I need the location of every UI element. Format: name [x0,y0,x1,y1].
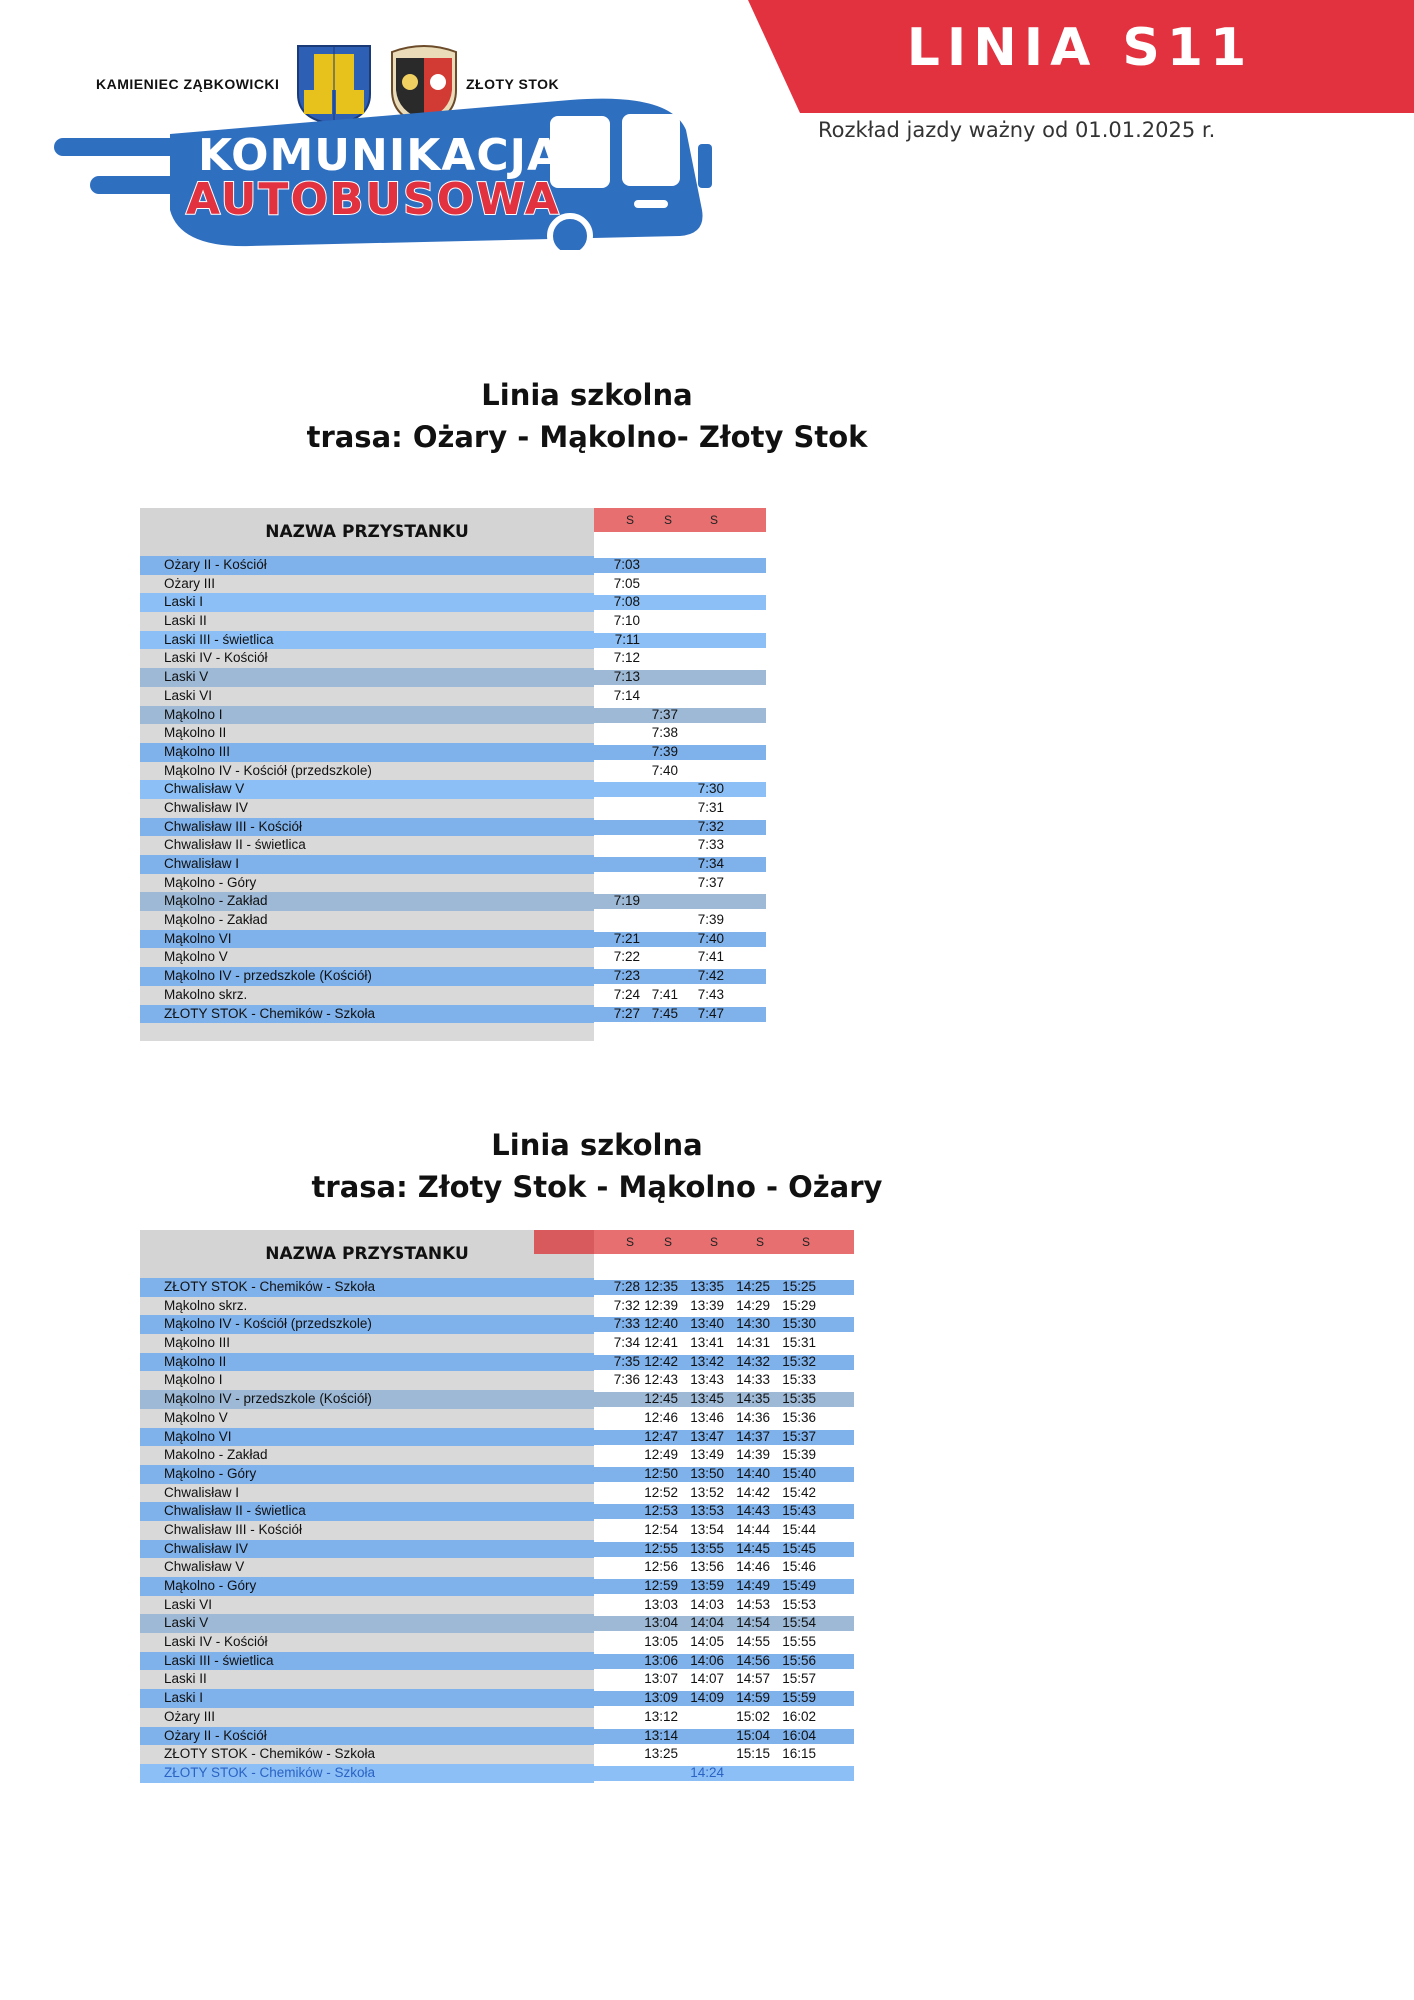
departure-time: 7:37 [651,706,678,722]
departure-time: 13:56 [690,1559,724,1575]
departure-time: 15:40 [782,1465,816,1481]
stop-name-cell [140,892,594,911]
departure-time: 13:12 [644,1708,678,1724]
stop-name: Laski III - świetlica [164,1652,274,1668]
departure-time: 13:41 [690,1335,724,1351]
departure-time: 7:38 [651,725,678,741]
stop-name-cell [140,1614,594,1633]
departure-time: 12:40 [644,1316,678,1332]
departure-time: 7:43 [697,986,724,1002]
departure-time: 15:29 [782,1297,816,1313]
departure-time: 15:45 [782,1540,816,1556]
stop-name-column-header: NAZWA PRZYSTANKU [140,508,594,556]
departure-time: 7:22 [613,949,640,965]
departure-time: 14:49 [736,1578,770,1593]
departure-time: 7:14 [613,687,640,703]
departure-time: 7:32 [613,1297,640,1313]
departure-time: 13:35 [690,1279,724,1294]
departure-time: 14:24 [690,1764,724,1780]
stop-name: Laski III - świetlica [164,631,274,647]
departure-time: 13:45 [690,1391,724,1407]
stop-name: Mąkolno - Zakład [164,893,268,909]
stop-name-cell [140,724,594,743]
municipality-left: KAMIENIEC ZĄBKOWICKI [96,76,280,92]
table1-heading [0,374,1294,458]
departure-time: 13:04 [644,1615,678,1631]
departure-time: 7:35 [613,1353,640,1369]
departure-time: 7:42 [697,968,724,984]
stop-name-cell [140,986,594,1005]
departure-time: 12:46 [644,1409,678,1425]
departure-time: 7:34 [697,856,724,871]
stop-name-cell [140,1484,594,1503]
departure-time: 14:35 [736,1391,770,1407]
departure-time: 7:28 [613,1279,640,1294]
stop-name-cell [140,1577,594,1596]
stop-name: Chwalisław V [164,781,245,797]
departure-time: 7:40 [697,930,724,946]
departure-time: 13:55 [690,1540,724,1556]
stop-name-cell [140,911,594,930]
stop-name: Mąkolno V [164,1409,228,1425]
departure-time: 7:39 [697,912,724,928]
stop-name-cell [140,1540,594,1559]
departure-time: 7:19 [613,893,640,909]
departure-time: 14:56 [736,1652,770,1668]
departure-time: 14:07 [690,1671,724,1687]
table1-heading-line2: trasa: Ożary - Mąkolno- Złoty Stok [306,420,868,454]
departure-time: 7:11 [614,631,640,647]
stop-name: Laski II [164,1671,207,1687]
departure-time: 15:49 [782,1578,816,1593]
stop-name: Chwalisław V [164,1559,245,1575]
stop-name: Mąkolno - Zakład [164,912,268,928]
departure-time: 14:36 [736,1409,770,1425]
stop-name: Mąkolno IV - przedszkole (Kościół) [164,968,372,984]
departure-time: 13:43 [690,1372,724,1388]
departure-time: 14:44 [736,1521,770,1537]
departure-time: 14:53 [736,1596,770,1612]
stop-name: Mąkolno - Góry [164,1578,257,1593]
departure-time: 15:32 [782,1353,816,1369]
course-code: S [625,513,634,527]
departure-time: 7:33 [613,1316,640,1332]
stop-name: Mąkolno II [164,1353,227,1369]
departure-time: 14:37 [736,1428,770,1444]
table2-heading-line2: trasa: Złoty Stok - Mąkolno - Ożary [311,1170,883,1204]
stop-name: Chwalisław III - Kościół [164,1521,303,1537]
line-number-title: LINIA S11 [906,18,1254,78]
stop-name: ZŁOTY STOK - Chemików - Szkoła [164,1279,376,1294]
stop-name: Laski I [164,1690,204,1706]
logo-text-autobusowa: AUTOBUSOWA [186,174,561,225]
table2-heading [0,1124,1304,1208]
departure-time: 7:34 [613,1335,640,1351]
departure-time: 7:39 [651,743,678,759]
stop-name: Mąkolno IV - Kościół (przedszkole) [164,762,372,778]
stop-name-column-header: NAZWA PRZYSTANKU [140,1230,594,1278]
stop-name-cell [140,836,594,855]
stop-name-cell [140,1521,594,1540]
stop-name: Laski I [164,594,204,610]
stop-name: Ożary III [164,575,216,591]
departure-time: 12:50 [644,1465,678,1481]
departure-time: 12:35 [644,1279,678,1294]
stop-name: Mąkolno IV - przedszkole (Kościół) [164,1391,372,1407]
departure-time: 13:39 [690,1297,724,1313]
stop-name-cell [140,1005,594,1024]
stop-name: Laski V [164,669,209,685]
stop-name: Chwalisław III - Kościół [164,818,303,834]
departure-time: 13:14 [644,1727,678,1743]
stop-name: Mąkolno IV - Kościół (przedszkole) [164,1316,372,1332]
departure-time: 15:04 [736,1727,770,1743]
stop-name-cell [140,1409,594,1428]
departure-time: 12:59 [644,1578,678,1593]
stop-name: Laski VI [164,687,213,703]
departure-time: 7:05 [613,575,640,591]
departure-time: 13:40 [690,1316,724,1332]
departure-time: 14:45 [736,1540,770,1556]
departure-time: 15:56 [782,1652,816,1668]
departure-time: 12:56 [644,1559,678,1575]
departure-time: 13:05 [644,1634,678,1650]
departure-time: 16:02 [782,1708,816,1724]
departure-time: 14:31 [736,1335,770,1351]
stop-name-cell [140,556,594,575]
stop-name-cell [140,706,594,725]
municipality-right: ZŁOTY STOK [466,76,560,92]
departure-time: 12:49 [644,1447,678,1463]
stop-name-cell [140,1446,594,1465]
stop-name: Chwalisław II - świetlica [164,1503,306,1519]
stop-name-cell [140,1297,594,1316]
stop-name-cell [140,1428,594,1447]
departure-time: 15:57 [782,1671,816,1687]
departure-time: 7:24 [613,986,640,1002]
stop-name: Laski IV - Kościół [164,1634,268,1650]
stop-name-cell [140,1708,594,1727]
departure-time: 14:54 [736,1615,770,1631]
stop-name-cell [140,780,594,799]
stop-name: ZŁOTY STOK - Chemików - Szkoła [164,1005,376,1021]
departure-time: 15:30 [782,1316,816,1332]
course-code: S [663,1235,672,1249]
departure-time: 7:33 [697,837,724,853]
stop-name: Chwalisław IV [164,799,249,815]
stop-name-cell [140,818,594,837]
departure-time: 13:09 [644,1690,678,1706]
stop-name: Laski V [164,1615,209,1631]
stop-name-cell [140,874,594,893]
stop-name: Makolno - Zakład [164,1447,268,1463]
stop-name: Mąkolno skrz. [164,1297,248,1313]
stop-name-cell [140,1371,594,1390]
departure-time: 12:47 [644,1428,678,1444]
stop-name-cell [140,575,594,594]
departure-time: 7:08 [613,594,640,610]
departure-time: 12:39 [644,1297,678,1313]
stop-name-cell [140,1558,594,1577]
departure-time: 7:32 [697,818,724,834]
stop-name-cell [140,855,594,874]
departure-time: 14:04 [690,1615,724,1631]
departure-time: 7:31 [697,799,724,815]
departure-time: 13:50 [690,1465,724,1481]
stop-name-cell [140,930,594,949]
stop-name: Mąkolno I [164,706,223,722]
departure-time: 13:46 [690,1409,724,1425]
stop-name: ZŁOTY STOK - Chemików - Szkoła [164,1764,376,1780]
departure-time: 12:41 [644,1335,678,1351]
departure-time: 14:40 [736,1465,770,1481]
departure-time: 7:41 [697,949,724,965]
course-code: S [755,1235,764,1249]
departure-time: 14:32 [736,1353,770,1369]
departure-time: 14:33 [736,1372,770,1388]
departure-time: 7:41 [651,986,678,1002]
departure-time: 15:15 [736,1746,770,1762]
stop-name: Ożary III [164,1708,216,1724]
departure-time: 14:09 [690,1690,724,1706]
stop-name: Mąkolno III [164,743,231,759]
departure-time: 12:42 [644,1353,678,1369]
stop-name-cell [140,1727,594,1746]
departure-time: 15:37 [782,1428,816,1444]
stop-name: Chwalisław I [164,856,240,871]
departure-time: 7:47 [697,1005,724,1021]
departure-time: 14:30 [736,1316,770,1332]
departure-time: 15:44 [782,1521,816,1537]
stop-name-cell [140,1315,594,1334]
stop-name-cell [140,1465,594,1484]
departure-time: 7:12 [613,650,640,666]
course-code: S [625,1235,634,1249]
stop-name: Laski IV - Kościół [164,650,268,666]
departure-time: 14:59 [736,1690,770,1706]
stop-name: ZŁOTY STOK - Chemików - Szkoła [164,1746,376,1762]
departure-time: 7:13 [613,669,640,685]
departure-time: 13:42 [690,1353,724,1369]
departure-time: 16:15 [782,1746,816,1762]
departure-time: 7:23 [613,968,640,984]
stop-name: Makolno skrz. [164,986,248,1002]
departure-time: 7:10 [613,613,640,629]
departure-time: 7:37 [697,874,724,890]
departure-time: 12:54 [644,1521,678,1537]
departure-time: 13:06 [644,1652,678,1668]
departure-time: 15:35 [782,1391,816,1407]
departure-time: 12:45 [644,1391,678,1407]
stop-name: Mąkolno - Góry [164,874,257,890]
course-type-header [594,508,766,532]
stop-name-cell [140,1596,594,1615]
stop-name-cell [140,1390,594,1409]
stop-name-cell [140,1745,594,1764]
departure-time: 13:53 [690,1503,724,1519]
stop-name: Mąkolno V [164,949,228,965]
stop-name: Laski VI [164,1596,213,1612]
stop-name-cell [140,593,594,612]
departure-time: 13:54 [690,1521,724,1537]
departure-time: 15:25 [782,1279,816,1294]
stop-name-cell [140,668,594,687]
course-code: S [709,513,718,527]
departure-time: 7:27 [613,1005,640,1021]
departure-time: 15:02 [736,1708,770,1724]
departure-time: 7:40 [651,762,678,778]
table2-heading-line1: Linia szkolna [491,1128,703,1162]
stop-name: Mąkolno VI [164,930,232,946]
stop-name-cell [140,631,594,650]
departure-time: 12:53 [644,1503,678,1519]
stop-name: Chwalisław IV [164,1540,249,1556]
departure-time: 15:36 [782,1409,816,1425]
stop-name-cell [140,967,594,986]
logo-text-komunikacja: KOMUNIKACJA [198,130,563,181]
departure-time: 15:43 [782,1503,816,1519]
departure-time: 7:30 [697,781,724,797]
course-code: S [801,1235,810,1249]
departure-time: 7:36 [613,1372,640,1388]
stop-name-cell [140,612,594,631]
departure-time: 14:25 [736,1279,770,1294]
stop-name-cell [140,1689,594,1708]
departure-time: 15:42 [782,1484,816,1500]
departure-time: 14:42 [736,1484,770,1500]
stop-name: Mąkolno II [164,725,227,741]
stop-name-cell [140,1353,594,1372]
departure-time: 15:53 [782,1596,816,1612]
departure-time: 14:46 [736,1559,770,1575]
departure-time: 14:57 [736,1671,770,1687]
departure-time: 15:55 [782,1634,816,1650]
validity-date: Rozkład jazdy ważny od 01.01.2025 r. [818,118,1216,142]
stop-name: Mąkolno III [164,1335,231,1351]
stop-name-cell [140,1670,594,1689]
departure-time: 12:43 [644,1372,678,1388]
stop-name: Ożary II - Kościół [164,557,267,572]
stop-name: Mąkolno I [164,1372,223,1388]
stop-name-cell [140,762,594,781]
course-code: S [709,1235,718,1249]
departure-time: 12:55 [644,1540,678,1556]
stop-name-cell [140,743,594,762]
departure-time: 15:39 [782,1447,816,1463]
departure-time: 14:29 [736,1297,770,1313]
departure-time: 13:49 [690,1447,724,1463]
departure-time: 12:52 [644,1484,678,1500]
stop-name: Mąkolno VI [164,1428,232,1444]
departure-time: 13:52 [690,1484,724,1500]
departure-time: 13:07 [644,1671,678,1687]
departure-time: 15:59 [782,1690,816,1706]
departure-time: 13:59 [690,1578,724,1593]
departure-time: 15:33 [782,1372,816,1388]
stop-name-cell [140,948,594,967]
stop-name: Chwalisław I [164,1484,240,1500]
stop-name: Ożary II - Kościół [164,1727,267,1743]
course-type-header [534,1230,854,1254]
stop-name: Chwalisław II - świetlica [164,837,306,853]
stop-name-cell [140,1633,594,1652]
stop-name-cell [140,799,594,818]
departure-time: 15:31 [782,1335,816,1351]
table1-heading-line1: Linia szkolna [481,378,693,412]
stop-name-cell [140,1502,594,1521]
stop-name-cell [140,1652,594,1671]
departure-time: 16:04 [782,1727,816,1743]
departure-time: 7:21 [613,930,640,946]
stop-name: Mąkolno - Góry [164,1465,257,1481]
departure-time: 14:05 [690,1634,724,1650]
stop-name-cell [140,687,594,706]
departure-time: 15:46 [782,1559,816,1575]
departure-time: 14:06 [690,1652,724,1668]
departure-time: 13:03 [644,1596,678,1612]
departure-time: 14:03 [690,1596,724,1612]
departure-time: 7:03 [613,557,640,572]
course-code: S [663,513,672,527]
departure-time: 14:39 [736,1447,770,1463]
stop-name-cell [140,1334,594,1353]
departure-time: 14:55 [736,1634,770,1650]
departure-time: 15:54 [782,1615,816,1631]
stop-name-cell [140,649,594,668]
stop-name-cell [140,1764,594,1783]
departure-time: 14:43 [736,1503,770,1519]
stop-name: Laski II [164,613,207,629]
departure-time: 7:45 [651,1005,678,1021]
departure-time: 13:47 [690,1428,724,1444]
departure-time: 13:25 [644,1746,678,1762]
stop-name-cell [140,1278,594,1297]
